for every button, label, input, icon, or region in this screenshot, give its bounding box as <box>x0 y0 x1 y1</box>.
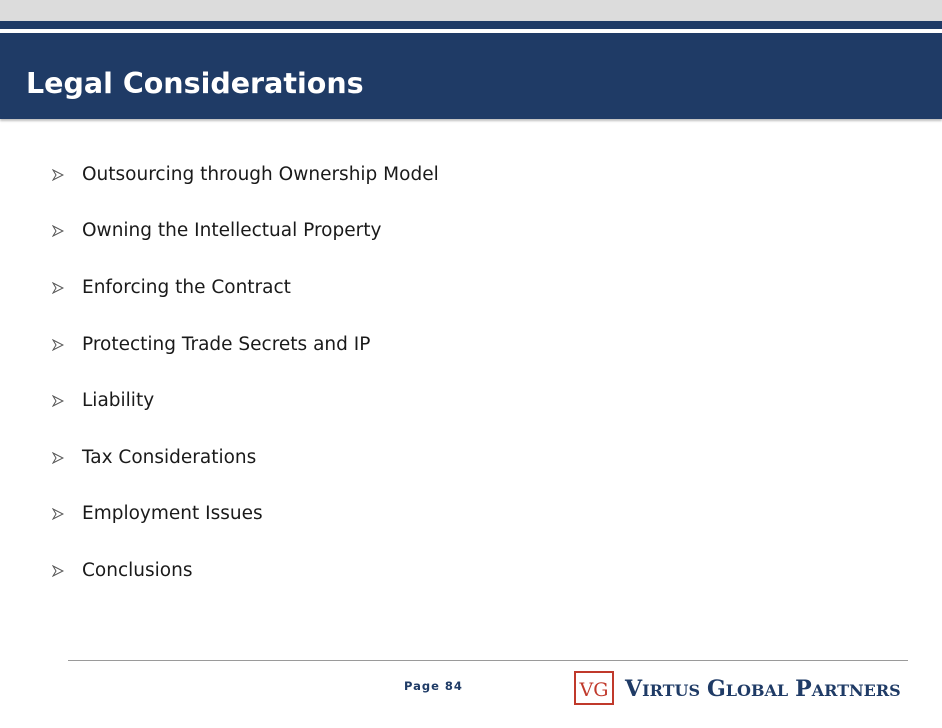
arrow-bullet-icon <box>52 169 64 181</box>
logo-monogram: VG <box>579 679 609 701</box>
arrow-bullet-icon <box>52 395 64 407</box>
top-gray-band <box>0 0 942 21</box>
arrow-bullet-icon <box>52 508 64 520</box>
arrow-bullet-icon <box>52 282 64 294</box>
slide-title: Legal Considerations <box>26 67 364 100</box>
footer-divider <box>68 660 908 661</box>
arrow-bullet-icon <box>52 225 64 237</box>
bullet-text: Liability <box>82 390 155 411</box>
bullet-text: Owning the Intellectual Property <box>82 220 382 241</box>
top-navy-rule <box>0 21 942 29</box>
bullet-text: Tax Considerations <box>82 447 257 468</box>
bullet-text: Enforcing the Contract <box>82 277 291 298</box>
bullet-text: Outsourcing through Ownership Model <box>82 164 439 185</box>
bullet-text: Conclusions <box>82 560 193 581</box>
arrow-bullet-icon <box>52 339 64 351</box>
arrow-bullet-icon <box>52 452 64 464</box>
arrow-bullet-icon <box>52 565 64 577</box>
page-number: Page 84 <box>404 679 463 693</box>
company-name: VIRTUS GLOBAL PARTNERS <box>625 676 901 702</box>
vg-logo-icon <box>574 671 614 705</box>
bullet-text: Employment Issues <box>82 503 263 524</box>
bullet-text: Protecting Trade Secrets and IP <box>82 334 371 355</box>
